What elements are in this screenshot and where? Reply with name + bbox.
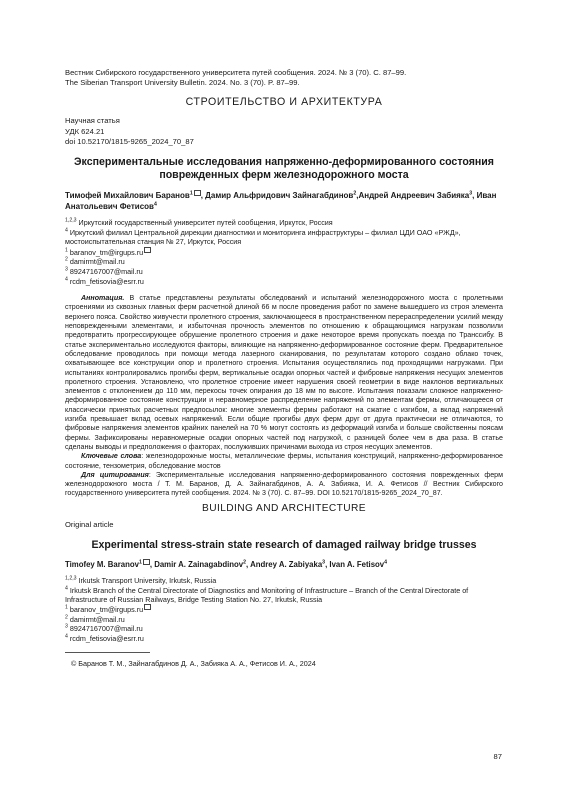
udc: УДК 624.21 [65, 126, 105, 136]
en-affiliation-sup: 3 [65, 623, 68, 630]
en-author-name: Damir A. Zainagabdinov [154, 559, 244, 569]
en-author-name: Andrey A. Zabiyaka [250, 559, 323, 569]
article-title-ru: Экспериментальные исследования напряженно-деформированного состояния поврежденных ферм железнодорожного моста [74, 156, 494, 182]
en-author-separator: , [149, 559, 155, 569]
page-number: 87 [493, 752, 502, 761]
envelope-icon [144, 247, 151, 253]
affiliations-en [65, 576, 503, 643]
en-affiliation-line [65, 586, 503, 605]
en-affiliation-line [65, 624, 503, 633]
ru-author-name: Тимофей Михайлович Баранов [65, 191, 190, 201]
en-affiliation-text: damirmt@mail.ru [67, 614, 125, 624]
en-author-name: Timofey M. Baranov [65, 559, 139, 569]
ru-affiliation-text: baranov_tm@irgups.ru [67, 247, 144, 257]
ru-affiliation-sup: 3 [65, 266, 68, 273]
en-author-sup: 4 [384, 559, 388, 566]
en-affiliation-sup: 1,2,3 [65, 575, 77, 582]
en-author-sup: 3 [322, 559, 326, 566]
section-heading-ru: СТРОИТЕЛЬСТВО И АРХИТЕКТУРА [185, 96, 383, 109]
abstract-label: Аннотация. [81, 294, 125, 303]
keywords-text: : железнодорожные мосты, металлические фермы, испытания конструкций, напряженно-деформированное состояние, тензометрия, обследование мостов [65, 452, 503, 470]
en-affiliation-sup: 4 [65, 585, 68, 592]
article-page [65, 68, 503, 668]
en-author-separator: , [325, 559, 330, 569]
ru-affiliation-sup: 2 [65, 257, 68, 263]
ru-author-separator: , [356, 191, 359, 201]
abstract [65, 294, 503, 452]
journal-line-en: The Siberian Transport University Bulletin. 2024. No. 3 (70). P. 87–99. [65, 78, 300, 88]
en-affiliation-line [65, 604, 503, 614]
en-author-separator: , [246, 559, 251, 569]
article-type: Научная статья [65, 116, 120, 126]
en-affiliation-line [65, 576, 503, 585]
ru-affiliation-text: Иркутский филиал Центральной дирекции диагностики и мониторинга инфраструктуры – филиал ЦДИ ОАО «РЖД», мостоиспытательная станция № 27, Иркутск, Россия [65, 227, 461, 247]
ru-affiliation-sup: 1,2,3 [65, 217, 77, 224]
journal-line-ru: Вестник Сибирского государственного университета путей сообщения. 2024. № 3 (70). С. 87–99. [65, 68, 407, 77]
author-list-ru [65, 190, 503, 212]
en-author-sup: 1 [138, 559, 142, 566]
abstract-text: В статье представлены результаты обследований и испытаний железнодорожного моста с пролетными строениями из сквозных главных ферм расчетной длиной 66 м после проведения работ по замене вышедшего из строя элемента верхнего пояса. Свойство живучести пролетного строения, заключающееся в пространственном перераспределении усилий между неповрежденными элементами, и избыточная прочность элементов по отношению к обращающимся нагрузкам позволили предотвратить прогрессирующее обрушение пролетного строения и даже некоторое время пропускать поезда по Транссибу. В статье экспериментально исследуются факторы, влияющие на напряженно-деформированное состояние ферм. Предварительное обследование проводилось при помощи метода лазерного сканирования, по результатам которого создано облако точек, охватывающее все конструкции опор и пролетного строения. Испытания осуществлялись под проходящими нагрузками. При испытаниях контролировались прогибы ферм, вертикальные осадки опорных частей и фибровые напряжения несущих элементов пролетного строения. Установлено, что пролетное строение имеет нарушения своей геометрии в виде наклонов вертикальных элементов с отклонением до 110 мм, перекосы точек опирания до 18 мм по высоте. Испытания показали сложное напряженно-деформированное состояние конструкции и неравномерное распределение напряжений по элементам фермы, отличающееся от классически принятых расчетных предпосылок: многие элементы фермы работают на сжатие с изгибом, а вклад напряжений изгиба превышает вклад осевых напряжений. Если общие прогибы двух ферм друг от друга практически не отличаются, то фибровые напряжения элементов крайних панелей на 70 % могут состоять из деформаций изгиба и больше свойственны поясам фермы. Зафиксированы неравномерные осадки опорных частей под нагрузкой, с разницей более чем в два раза. В статье сделаны выводы и предположения о факторах, послуживших причинами выхода из строя несущих элементов. [65, 294, 503, 451]
ru-affiliation-text: Иркутский государственный университет путей сообщения, Иркутск, Россия [76, 218, 333, 228]
ru-affiliation-line [65, 257, 503, 267]
citation-label: Для цитирования [81, 470, 149, 479]
ru-affiliation-line [65, 247, 503, 258]
ru-author-sup: 1 [189, 190, 193, 197]
footnote-divider [65, 652, 150, 653]
en-affiliation-text: 89247167007@mail.ru [67, 624, 143, 634]
citation-text: : Экспериментальные исследования напряженно-деформированного состояния поврежденных ферм железнодорожного моста / Т. М. Баранов, Д. А. Зайнагабдинов, А. А. Забияка, И. А. Фетисов // Вестник Сибирского государственного университета путей сообщения. 2024. № 3 (70). С. 87–99. DOI 10.52170/1815-9265_2024_70_87. [65, 470, 503, 498]
journal-header [65, 68, 503, 88]
ru-author-sup: 2 [353, 190, 357, 197]
en-author-sup: 2 [243, 559, 247, 566]
article-title-en: Experimental stress-strain state research of damaged railway bridge trusses [91, 538, 477, 551]
ru-author-name: Иван Анатольевич Фетисов [65, 191, 497, 212]
en-affiliation-text: Irkutsk Branch of the Central Directorate of Diagnostics and Monitoring of Infrastructure – Branch of the Central Directorate of Infrastructure of Russian Railways, Bridge Testing Station No. 27, Irkutsk, Russia [65, 585, 469, 605]
en-author-name: Ivan A. Fetisov [329, 559, 385, 569]
ru-author-separator: , [200, 191, 206, 201]
envelope-icon [143, 559, 150, 565]
keywords [65, 452, 503, 471]
en-affiliation-text: rcdm_fetisovia@esrr.ru [67, 633, 144, 643]
ru-affiliation-text: damirmt@mail.ru [67, 257, 125, 267]
envelope-icon [194, 190, 201, 196]
ru-author-sup: 3 [469, 190, 473, 197]
en-affiliation-text: baranov_tm@irgups.ru [67, 605, 144, 615]
ru-affiliation-sup: 4 [65, 276, 68, 283]
ru-author-separator: , [472, 191, 477, 201]
ru-affiliation-text: 89247167007@mail.ru [67, 266, 143, 276]
affiliations-ru [65, 218, 503, 286]
en-affiliation-sup: 4 [65, 633, 68, 640]
ru-affiliation-line [65, 228, 503, 247]
article-meta [65, 116, 503, 147]
en-affiliation-text: Irkutsk Transport University, Irkutsk, Russia [76, 576, 217, 586]
article-type-en: Original article [65, 519, 114, 529]
en-affiliation-line [65, 615, 503, 624]
ru-affiliation-sup: 1 [65, 247, 68, 254]
ru-author-sup: 4 [153, 201, 157, 208]
en-affiliation-sup: 2 [65, 614, 68, 621]
citation [65, 471, 503, 499]
ru-affiliation-text: rcdm_fetisovia@esrr.ru [67, 276, 144, 286]
ru-affiliation-sup: 4 [65, 227, 68, 234]
ru-affiliation-line [65, 277, 503, 287]
keywords-label: Ключевые слова [81, 452, 142, 461]
copyright-notice: © Баранов Т. М., Зайнагабдинов Д. А., Забияка А. А., Фетисов И. А., 2024 [71, 659, 316, 669]
author-list-en [65, 559, 503, 571]
section-heading-en: BUILDING AND ARCHITECTURE [202, 502, 366, 514]
envelope-icon [144, 604, 151, 610]
ru-author-name: Дамир Альфридович Зайнагабдинов [205, 191, 354, 201]
doi: doi 10.52170/1815-9265_2024_70_87 [65, 136, 194, 146]
en-affiliation-sup: 1 [65, 605, 68, 612]
ru-author-name: Андрей Андреевич Забияка [358, 191, 470, 201]
en-affiliation-line [65, 634, 503, 643]
ru-affiliation-line [65, 218, 503, 228]
ru-affiliation-line [65, 267, 503, 277]
